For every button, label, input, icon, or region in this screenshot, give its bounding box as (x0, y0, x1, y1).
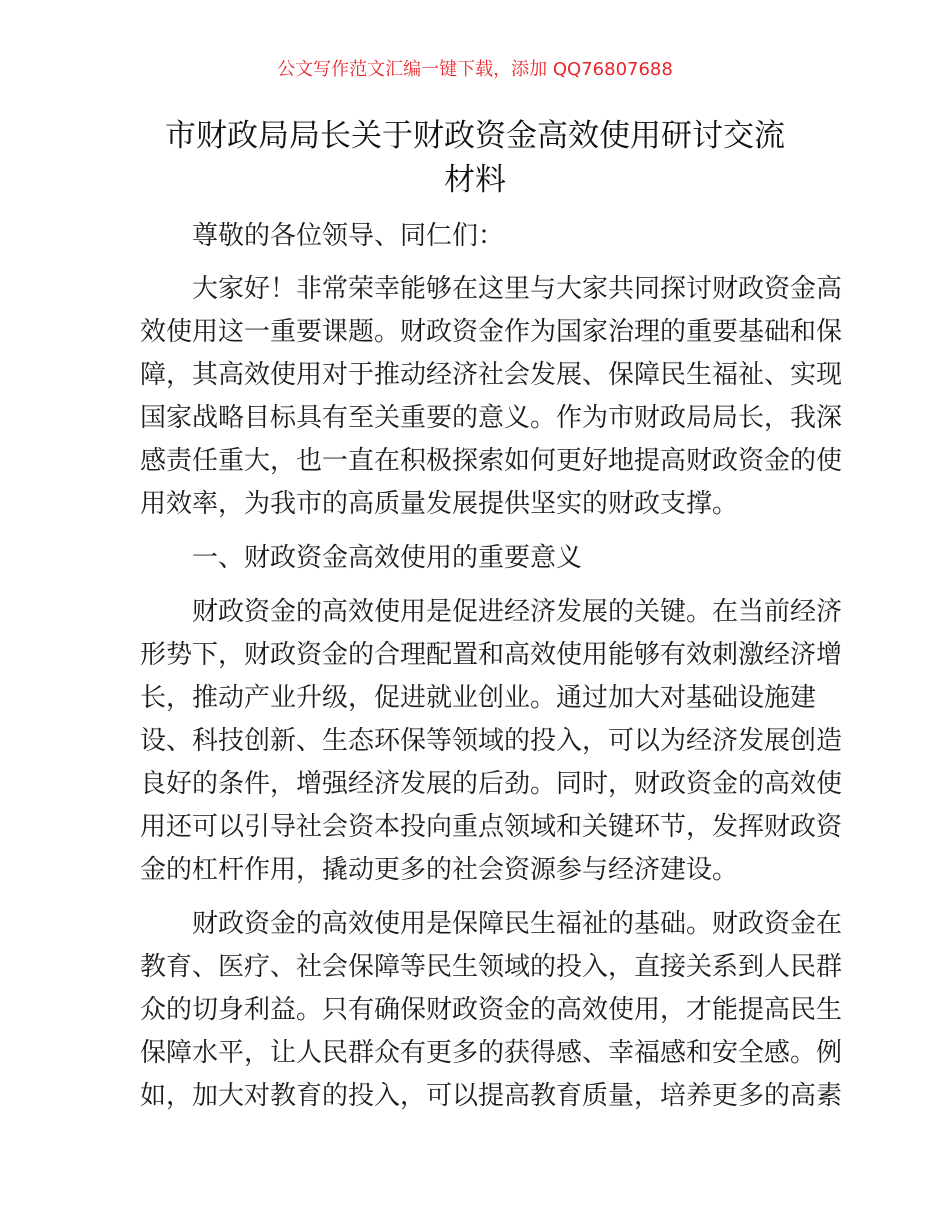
section-heading: 一、财政资金高效使用的重要意义 (192, 543, 583, 573)
paragraph-line: 财政资金的高效使用是促进经济发展的关键。在当前经济 (192, 597, 843, 627)
paragraph-line: 用还可以引导社会资本投向重点领域和关键环节，发挥财政资 (140, 812, 843, 842)
paragraph-line: 金的杠杆作用，撬动更多的社会资源参与经济建设。 (140, 855, 739, 885)
paragraph-line: 良好的条件，增强经济发展的后劲。同时，财政资金的高效使 (140, 769, 843, 799)
download-banner[interactable]: 公文写作范文汇编一键下载，添加 QQ76807688 (277, 59, 673, 80)
paragraph-line: 设、科技创新、生态环保等领域的投入，可以为经济发展创造 (140, 726, 843, 756)
title-line-2: 材料 (444, 162, 506, 198)
document-title (130, 114, 820, 202)
paragraph-line: 长，推动产业升级，促进就业创业。通过加大对基础设施建 (140, 683, 817, 713)
paragraph-line: 用效率，为我市的高质量发展提供坚实的财政支撑。 (140, 489, 739, 519)
paragraph-line: 障，其高效使用对于推动经济社会发展、保障民生福祉、实现 (140, 360, 843, 390)
paragraph-line: 众的切身利益。只有确保财政资金的高效使用，才能提高民生 (140, 995, 843, 1025)
paragraph-line: 国家战略目标具有至关重要的意义。作为市财政局局长，我深 (140, 403, 843, 433)
paragraph-line: 效使用这一重要课题。财政资金作为国家治理的重要基础和保 (140, 317, 843, 347)
title-line-1: 市财政局局长关于财政资金高效使用研讨交流 (165, 118, 785, 154)
paragraph-line: 教育、医疗、社会保障等民生领域的投入，直接关系到人民群 (140, 952, 843, 982)
paragraph-line: 形势下，财政资金的合理配置和高效使用能够有效刺激经济增 (140, 640, 843, 670)
paragraph-line: 财政资金的高效使用是保障民生福祉的基础。财政资金在 (192, 909, 843, 939)
paragraph-line: 如，加大对教育的投入，可以提高教育质量，培养更多的高素 (140, 1081, 843, 1111)
paragraph-line: 感责任重大，也一直在积极探索如何更好地提高财政资金的使 (140, 446, 843, 476)
paragraph-line: 保障水平，让人民群众有更多的获得感、幸福感和安全感。例 (140, 1038, 843, 1068)
salutation: 尊敬的各位领导、同仁们： (192, 221, 505, 251)
paragraph-line: 大家好！非常荣幸能够在这里与大家共同探讨财政资金高 (192, 274, 843, 304)
